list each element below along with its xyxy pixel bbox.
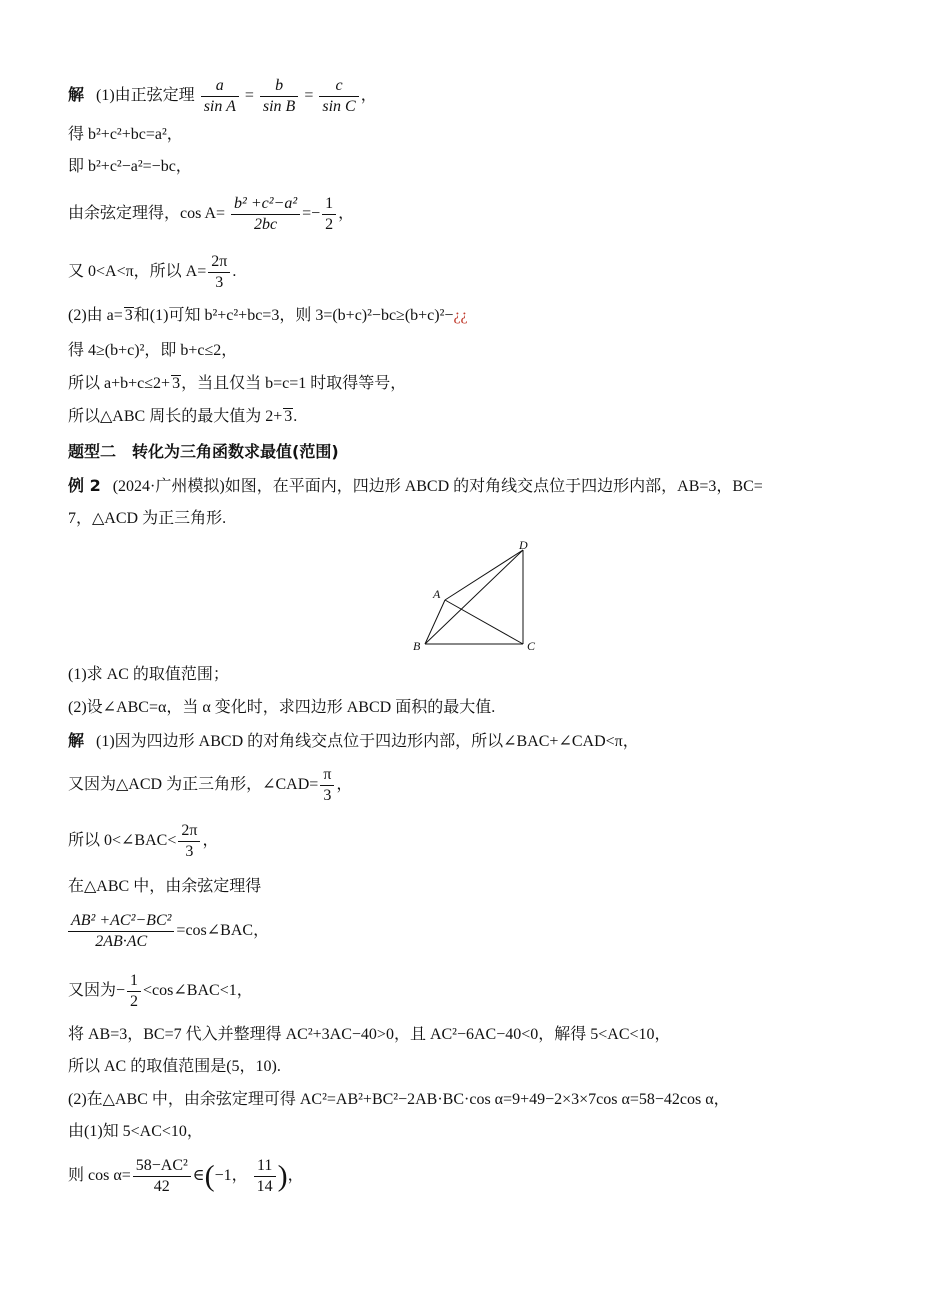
sqrt-3: 3 [124,307,133,324]
label-D: D [519,538,528,552]
fraction-c-sinC: $\frac{c}{\text{sin C}}$ [319,76,358,117]
part2-line-4: 所以△ABC 周长的最大值为 2+ 3. [68,408,298,425]
edge-AB [425,600,445,644]
solution-line-10: 由(1)知 5<AC<10， [68,1123,203,1140]
fraction-a-sinA: $\frac{a}{\text{sin A}}$ [201,76,239,117]
example-label: 例 2 [68,476,101,495]
solution-line-8: 所以 AC 的取值范围是(5，10). [68,1058,281,1075]
solution-line-1: 解 (1)因为四边形 ABCD 的对角线交点位于四边形内部，所以∠BAC+∠CAD<π， [68,733,639,750]
fraction: $\frac{\text{AB² +AC²−BC²}}{2AB\cdot AC}$ [68,911,174,952]
solution-label: 解 [68,87,85,105]
example-line-2: 7，△ACD 为正三角形. [68,510,227,527]
fraction: $\frac{2\pi}{3}$ [178,821,200,862]
fraction: $\frac{1}{2}$ [127,971,141,1012]
sqrt-3: 3 [284,408,293,425]
fraction: $\frac{1}{2}$ [322,194,336,235]
solution-line-7: 将 AB=3，BC=7 代入并整理得 AC²+3AC−40>0，且 AC²−6AC−40<0，解得 5<AC<10， [68,1026,671,1043]
sqrt-3: 3 [172,375,181,392]
label-C: C [527,639,536,653]
question-1: (1)求 AC 的取值范围； [68,666,229,683]
example-line-1: 例 2 (2024·广州模拟)如图，在平面内，四边形 ABCD 的对角线交点位于四边形内部，AB=3，BC= [68,476,763,495]
cosine-line: 由余弦定理得，cos A= $\frac{\text{b² +c²−a²}}{2bc}$ =− $\frac{1}{2}$ ， [68,195,355,233]
question-2: (2)设∠ABC=α，当 α 变化时，求四边形 ABCD 面积的最大值. [68,699,496,716]
solution-line-5: $\frac{\text{AB² +AC²−BC²}}{2AB\cdot AC}$ =cos∠BAC， [68,911,269,952]
garbled-text: ¿¿ [453,307,468,324]
fraction: $\frac{\text{58−AC²}}{42}$ [133,1156,191,1197]
section-heading: 题型二 转化为三角函数求最值(范围) [68,442,339,461]
text: (1)由正弦定理 [96,87,195,105]
fraction-b-sinB: $\frac{b}{\text{sin B}}$ [260,76,298,117]
solution-line-6: 又因为− $\frac{1}{2}$ <cos∠BAC<1， [68,972,253,1010]
part2-line-3: 所以 a+b+c≤2+ 3，当且仅当 b=c=1 时取得等号， [68,375,407,392]
fraction: $\frac{\pi}{3}$ [320,765,334,806]
edge-DA [445,550,523,600]
label-B: B [413,639,421,653]
solution-line-3: 所以 0<∠BAC< $\frac{2\pi}{3}$ ， [68,822,219,860]
fraction: $\frac{\text{b² +c²−a²}}{2bc}$ [231,194,300,235]
solution-label: 解 [68,733,85,750]
angle-line: 又 0<A<π，所以 A= $\frac{2\pi}{3}$ . [68,253,237,291]
diagonal-AC [445,600,523,644]
equation-line: 即 b²+c²−a²=−bc， [68,158,192,175]
fraction: $\frac{2\pi}{3}$ [208,252,230,293]
fraction: $\frac{11}{14}$ [254,1156,276,1197]
solution-line-4: 在△ABC 中，由余弦定理得 [68,878,262,895]
quadrilateral-figure [405,538,545,656]
solution-line-9: (2)在△ABC 中，由余弦定理可得 AC²=AB²+BC²−2AB·BC·cos α=9+49−2×3×7cos α=58−42cos α， [68,1091,730,1108]
part2-line-1: (2)由 a= 3和(1)可知 b²+c²+bc=3，则 3=(b+c)²−bc≥(b+c)²−¿¿ [68,307,468,324]
label-A: A [433,587,441,601]
solution-line-1: 解 (1)由正弦定理 $\frac{a}{\text{sin A}}$ = $\frac{b}{\text{sin B}}$ = $\frac{c}{\text{sin C}}$ ， [68,77,377,115]
part2-line-2: 得 4≥(b+c)²，即 b+c≤2， [68,342,238,359]
solution-line-11: 则 cos α= $\frac{\text{58−AC²}}{42}$ ∈(−1， $\frac{11}{14}$ )， [68,1157,304,1195]
equation-line: 得 b²+c²+bc=a²， [68,126,183,143]
solution-line-2: 又因为△ACD 为正三角形，∠CAD= $\frac{\pi}{3}$ ， [68,766,353,804]
